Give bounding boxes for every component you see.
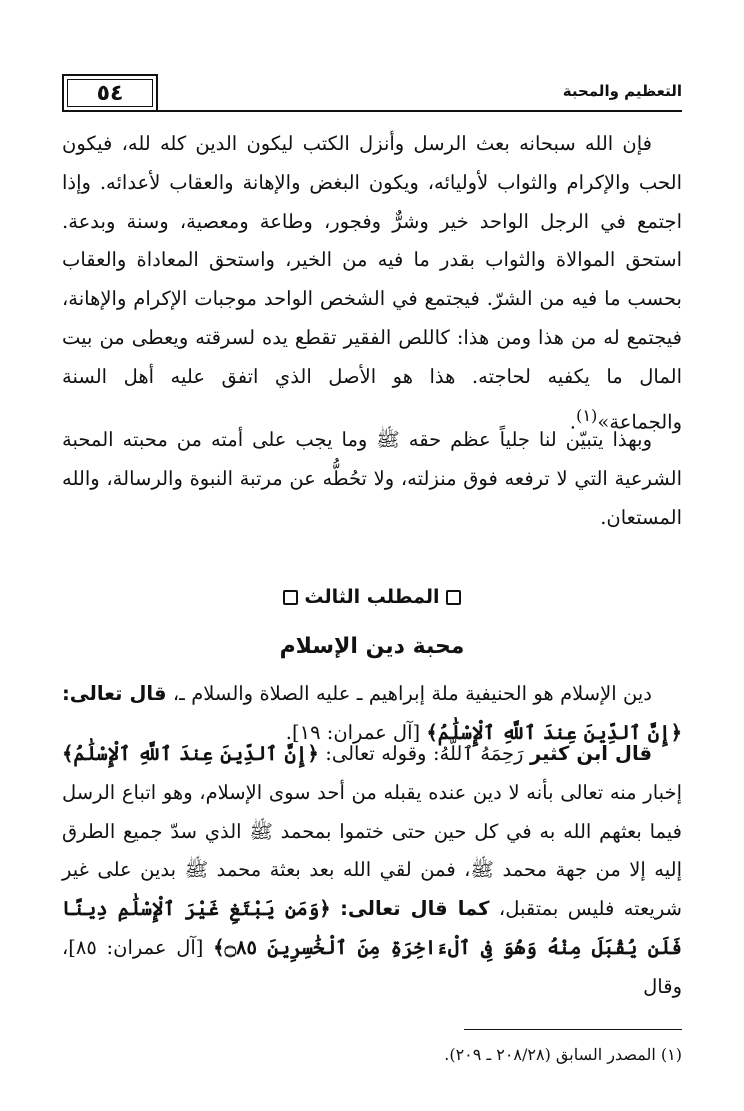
page-number: ٥٤ [62, 74, 158, 110]
footnote-marker: (١) [575, 405, 598, 425]
quran-intro: قال تعالى: [62, 682, 167, 705]
paragraph-conclusion: وبهذا يتبيّن لنا جلياً عظم حقه ﷺ وما يجب على أمته من محبته المحبة الشرعية التي لا ترفعه فوق منزلته، ولا تحُطُّه عن مرتبة النبوة والرسالة، والله المستعان. [62, 428, 682, 529]
section-heading-text: المطلب الثالث [304, 586, 440, 608]
scholar-name: قال ابن كثير [529, 742, 653, 765]
footnote-separator [464, 1029, 682, 1030]
chapter-title: محبة دين الإسلام [279, 634, 465, 659]
quran-verse: ﴿إِنَّ ٱلدِّينَ عِندَ ٱللَّهِ ٱلْإِسْلَٰمُ﴾ [426, 720, 682, 744]
quran-intro: كما قال تعالى: [340, 897, 490, 921]
commentary-text: إخبار منه تعالى بأنه لا دين عنده يقبله من أحد سوى الإسلام، وهو اتباع الرسل فيما بعثهم الله به في كل حين حتى ختموا بمحمد ﷺ الذي سدّ جميع الطرق إليه إلا من جهة محمد ﷺ، فمن لقي الله بعد بعثة محمد ﷺ بدين على غير شريعته فليس بمتقبل، [62, 780, 682, 921]
paragraph-quote [62, 125, 682, 442]
verse-reference: [آل عمران: ١٩]. [285, 720, 421, 744]
footnote: (١) المصدر السابق (٢٠٨/٢٨ ـ ٢٠٩). [444, 1045, 682, 1064]
quran-verse: ﴿إِنَّ ٱلدِّينَ عِندَ ٱللَّهِ ٱلْإِسْلَٰمُ﴾ [62, 742, 319, 765]
verse-reference: [آل عمران: ٨٥]، وقال [62, 935, 682, 998]
running-title: التعظيم والمحبة [562, 82, 682, 100]
paragraph-quote-text: فإن الله سبحانه بعث الرسل وأنزل الكتب ليكون الدين كله لله، فيكون الحب والإكرام والثواب لأوليائه، ويكون البغض والإهانة والعقاب لأعدائه. وإذا اجتمع في الرجل الواحد خير وشرٌّ وفجور، وطاعة ومعصية، وسنة وبدعة. استحق الموالاة والثواب بقدر ما فيه من الخير، واستحق المعاداة والعقاب بحسب ما فيه من الشرّ. فيجتمع في الشخص الواحد موجبات الإكرام والإهانة، فيجتمع له من هذا ومن هذا: كاللص الفقير تقطع يده لسرقته ويعطى من بيت المال ما يكفيه لحاجته. هذا هو الأصل الذي اتفق عليه أهل السنة والجماعة» [62, 132, 682, 434]
paragraph-quote-end: . [569, 410, 576, 434]
header-rule [62, 110, 682, 112]
commentary-intro: رَحِمَهُ ٱللَّهُ: وقوله تعالى: [325, 742, 524, 765]
square-bullet-icon [446, 590, 461, 605]
page-header [62, 74, 682, 120]
square-bullet-icon [283, 590, 298, 605]
section-heading [0, 586, 744, 608]
paragraph-ibn-kathir [62, 735, 682, 1007]
definition-text: دين الإسلام هو الحنيفية ملة إبراهيم ـ عليه الصلاة والسلام ـ، [172, 682, 652, 705]
quran-verse: ﴿وَمَن يَبْتَغِ غَيْرَ ٱلْإِسْلَٰمِ دِينًا فَلَن يُقْبَلَ مِنْهُ وَهُوَ فِى ٱلْءَاخِرَةِ مِنَ ٱلْخَٰسِرِينَ ۝٨٥﴾ [62, 897, 682, 959]
